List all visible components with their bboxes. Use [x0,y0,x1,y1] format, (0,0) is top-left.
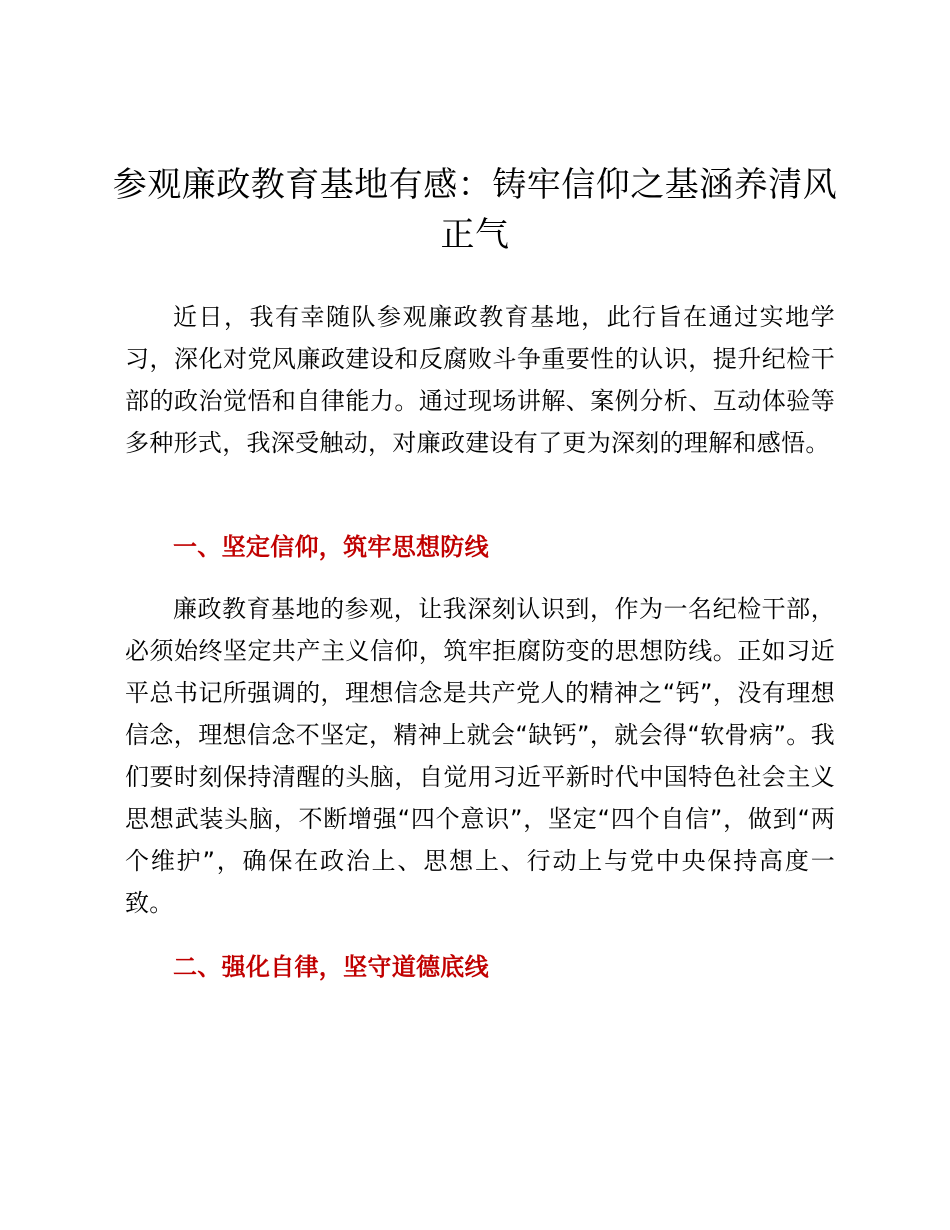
document-title: 参观廉政教育基地有感：铸牢信仰之基涵养清风正气 [112,165,838,255]
section-heading-1: 一、坚定信仰，筑牢思想防线 [173,533,489,561]
section-1-paragraph: 廉政教育基地的参观，让我深刻认识到，作为一名纪检干部，必须始终坚定共产主义信仰，筑牢拒腐防变的思想防线。正如习近平总书记所强调的，理想信念是共产党人的精神之“钙”，没有理想信念，理想信念不坚定，精神上就会“缺钙”，就会得“软骨病”。我们要时刻保持清醒的头脑，自觉用习近平新时代中国特色社会主义思想武装头脑，不断增强“四个意识”，坚定“四个自信”，做到“两个维护”，确保在政治上、思想上、行动上与党中央保持高度一致。 [125,595,835,917]
intro-paragraph: 近日，我有幸随队参观廉政教育基地，此行旨在通过实地学习，深化对党风廉政建设和反腐败斗争重要性的认识，提升纪检干部的政治觉悟和自律能力。通过现场讲解、案例分析、互动体验等多种形式，我深受触动，对廉政建设有了更为深刻的理解和感悟。 [125,303,835,457]
section-heading-2: 二、强化自律，坚守道德底线 [173,953,489,981]
